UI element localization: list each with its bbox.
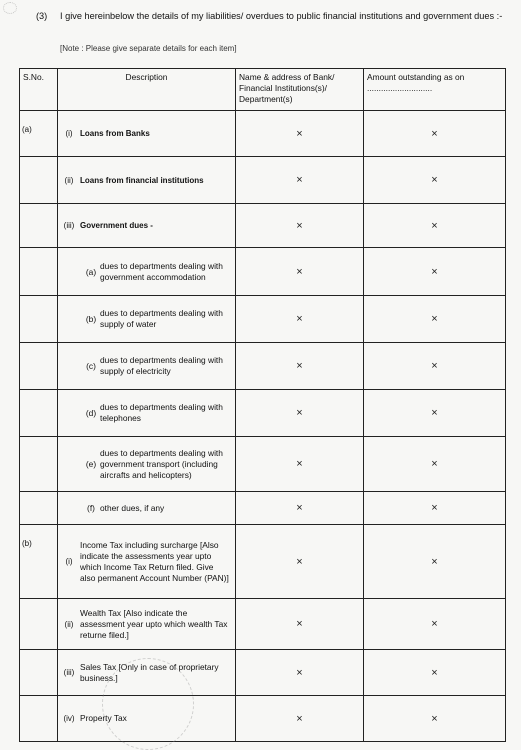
row-name-address-cell — [236, 650, 364, 696]
cross-mark-icon: × — [431, 712, 438, 725]
table-row — [20, 437, 506, 492]
row-amount-cell — [364, 248, 506, 296]
row-sub-index: (iii) — [63, 668, 75, 677]
row-label: Property Tax — [80, 713, 127, 723]
cross-mark-icon: × — [431, 265, 438, 278]
cross-mark-icon: × — [431, 127, 438, 140]
cross-mark-icon: × — [431, 313, 438, 325]
cross-mark-icon: × — [296, 666, 303, 679]
cross-mark-icon: × — [431, 618, 438, 630]
row-sno — [20, 296, 58, 343]
note-text: [Note : Please give separate details for each item] — [60, 44, 237, 53]
row-name-address-cell — [236, 525, 364, 599]
cross-mark-icon: × — [431, 555, 438, 568]
row-sub-index: (iii) — [63, 221, 75, 230]
table-row — [20, 248, 506, 296]
row-label: dues to departments dealing with supply of electricity — [100, 355, 223, 376]
row-label: dues to departments dealing with government accommodation — [100, 260, 223, 282]
cross-mark-icon: × — [296, 618, 303, 630]
row-amount-cell — [364, 111, 506, 157]
row-sno — [20, 492, 58, 525]
row-label: Sales Tax [Only in case of proprietary business.] — [80, 661, 219, 683]
row-amount-cell — [364, 204, 506, 248]
row-name-address-cell — [236, 437, 364, 492]
row-amount-cell — [364, 390, 506, 437]
row-amount-cell — [364, 157, 506, 204]
header-description: Description — [58, 69, 236, 111]
cross-mark-icon: × — [296, 265, 303, 278]
row-amount-cell — [364, 599, 506, 650]
cross-mark-icon: × — [431, 360, 438, 372]
cross-mark-icon: × — [296, 127, 303, 140]
row-description — [58, 437, 236, 492]
header-name-address: Name & address of Bank/ Financial Institutions(s)/ Department(s) — [236, 69, 364, 111]
table-row — [20, 204, 506, 248]
row-description — [58, 492, 236, 525]
row-amount-cell — [364, 437, 506, 492]
row-name-address-cell — [236, 343, 364, 390]
row-sno — [20, 650, 58, 696]
table-row — [20, 525, 506, 599]
row-alpha-index: (d) — [85, 408, 97, 418]
section-text: I give hereinbelow the details of my liabilities/ overdues to public financial institutions and government dues :- — [60, 11, 503, 21]
row-name-address-cell — [236, 696, 364, 742]
cross-mark-icon: × — [296, 407, 303, 419]
row-sno: (b) — [20, 525, 58, 599]
section-number: (3) — [36, 11, 48, 21]
row-amount-cell — [364, 696, 506, 742]
row-description — [58, 296, 236, 343]
row-name-address-cell — [236, 599, 364, 650]
row-description — [58, 111, 236, 157]
table-row — [20, 111, 506, 157]
row-amount-cell — [364, 492, 506, 525]
row-description — [58, 343, 236, 390]
table-row — [20, 696, 506, 742]
cross-mark-icon: × — [296, 712, 303, 725]
row-sno — [20, 204, 58, 248]
row-description — [58, 525, 236, 599]
row-label: Wealth Tax [Also indicate the assessment year upto which wealth Tax returne filed.] — [80, 607, 228, 640]
row-alpha-index: (f) — [87, 503, 95, 513]
row-name-address-cell — [236, 157, 364, 204]
row-label: Loans from financial institutions — [80, 175, 204, 185]
cross-mark-icon: × — [296, 555, 303, 568]
row-sno — [20, 157, 58, 204]
cross-mark-icon: × — [431, 174, 438, 186]
cross-mark-icon: × — [431, 407, 438, 419]
header-sno: S.No. — [20, 69, 58, 111]
table-row — [20, 296, 506, 343]
row-alpha-index: (c) — [86, 361, 96, 371]
row-sno — [20, 390, 58, 437]
cross-mark-icon: × — [296, 360, 303, 372]
row-name-address-cell — [236, 204, 364, 248]
row-sub-index: (iv) — [63, 714, 75, 723]
table-row — [20, 157, 506, 204]
cross-mark-icon: × — [296, 219, 303, 232]
row-name-address-cell — [236, 248, 364, 296]
row-sno — [20, 248, 58, 296]
row-label: dues to departments dealing with supply of water — [100, 308, 223, 329]
row-sub-index: (ii) — [64, 619, 74, 629]
cross-mark-icon: × — [431, 666, 438, 679]
row-description — [58, 157, 236, 204]
table-row — [20, 492, 506, 525]
row-sno — [20, 343, 58, 390]
row-description — [58, 599, 236, 650]
row-description — [58, 204, 236, 248]
row-name-address-cell — [236, 492, 364, 525]
row-sub-index: (i) — [65, 129, 73, 138]
row-description — [58, 390, 236, 437]
row-name-address-cell — [236, 111, 364, 157]
table-row — [20, 390, 506, 437]
cross-mark-icon: × — [296, 313, 303, 325]
row-amount-cell — [364, 650, 506, 696]
row-label: dues to departments dealing with telephones — [100, 402, 223, 423]
header-amount: Amount outstanding as on ............................ — [364, 69, 506, 111]
row-description — [58, 248, 236, 296]
row-name-address-cell — [236, 296, 364, 343]
row-label: Government dues - — [80, 221, 153, 230]
row-label: other dues, if any — [100, 502, 165, 513]
table-row — [20, 343, 506, 390]
row-sub-index: (ii) — [64, 175, 74, 185]
row-name-address-cell — [236, 390, 364, 437]
row-alpha-index: (a) — [85, 266, 97, 277]
row-alpha-index: (b) — [85, 314, 97, 324]
liabilities-table — [19, 68, 506, 742]
cross-mark-icon: × — [296, 502, 303, 514]
cross-mark-icon: × — [296, 174, 303, 186]
row-label: dues to departments dealing with government transport (including aircrafts and helicopters) — [100, 447, 223, 480]
row-sno: (a) — [20, 111, 58, 157]
row-sno — [20, 696, 58, 742]
table-header-row — [20, 69, 506, 111]
cross-mark-icon: × — [431, 219, 438, 232]
table-row — [20, 650, 506, 696]
cross-mark-icon: × — [431, 502, 438, 514]
row-sno — [20, 437, 58, 492]
row-label: Income Tax including surcharge [Also indicate the assessments year upto which Income Tax Return filed. Give also permanent Account Number (PAN)] — [80, 539, 229, 583]
row-sub-index: (i) — [65, 557, 73, 566]
row-amount-cell — [364, 343, 506, 390]
row-amount-cell — [364, 525, 506, 599]
faint-stamp — [102, 658, 194, 750]
cross-mark-icon: × — [296, 458, 303, 470]
table-body — [20, 111, 506, 742]
row-sno — [20, 599, 58, 650]
corner-smudge — [3, 2, 17, 14]
row-label: Loans from Banks — [80, 129, 150, 138]
cross-mark-icon: × — [431, 458, 438, 470]
table-row — [20, 599, 506, 650]
row-amount-cell — [364, 296, 506, 343]
row-alpha-index: (e) — [85, 459, 97, 469]
